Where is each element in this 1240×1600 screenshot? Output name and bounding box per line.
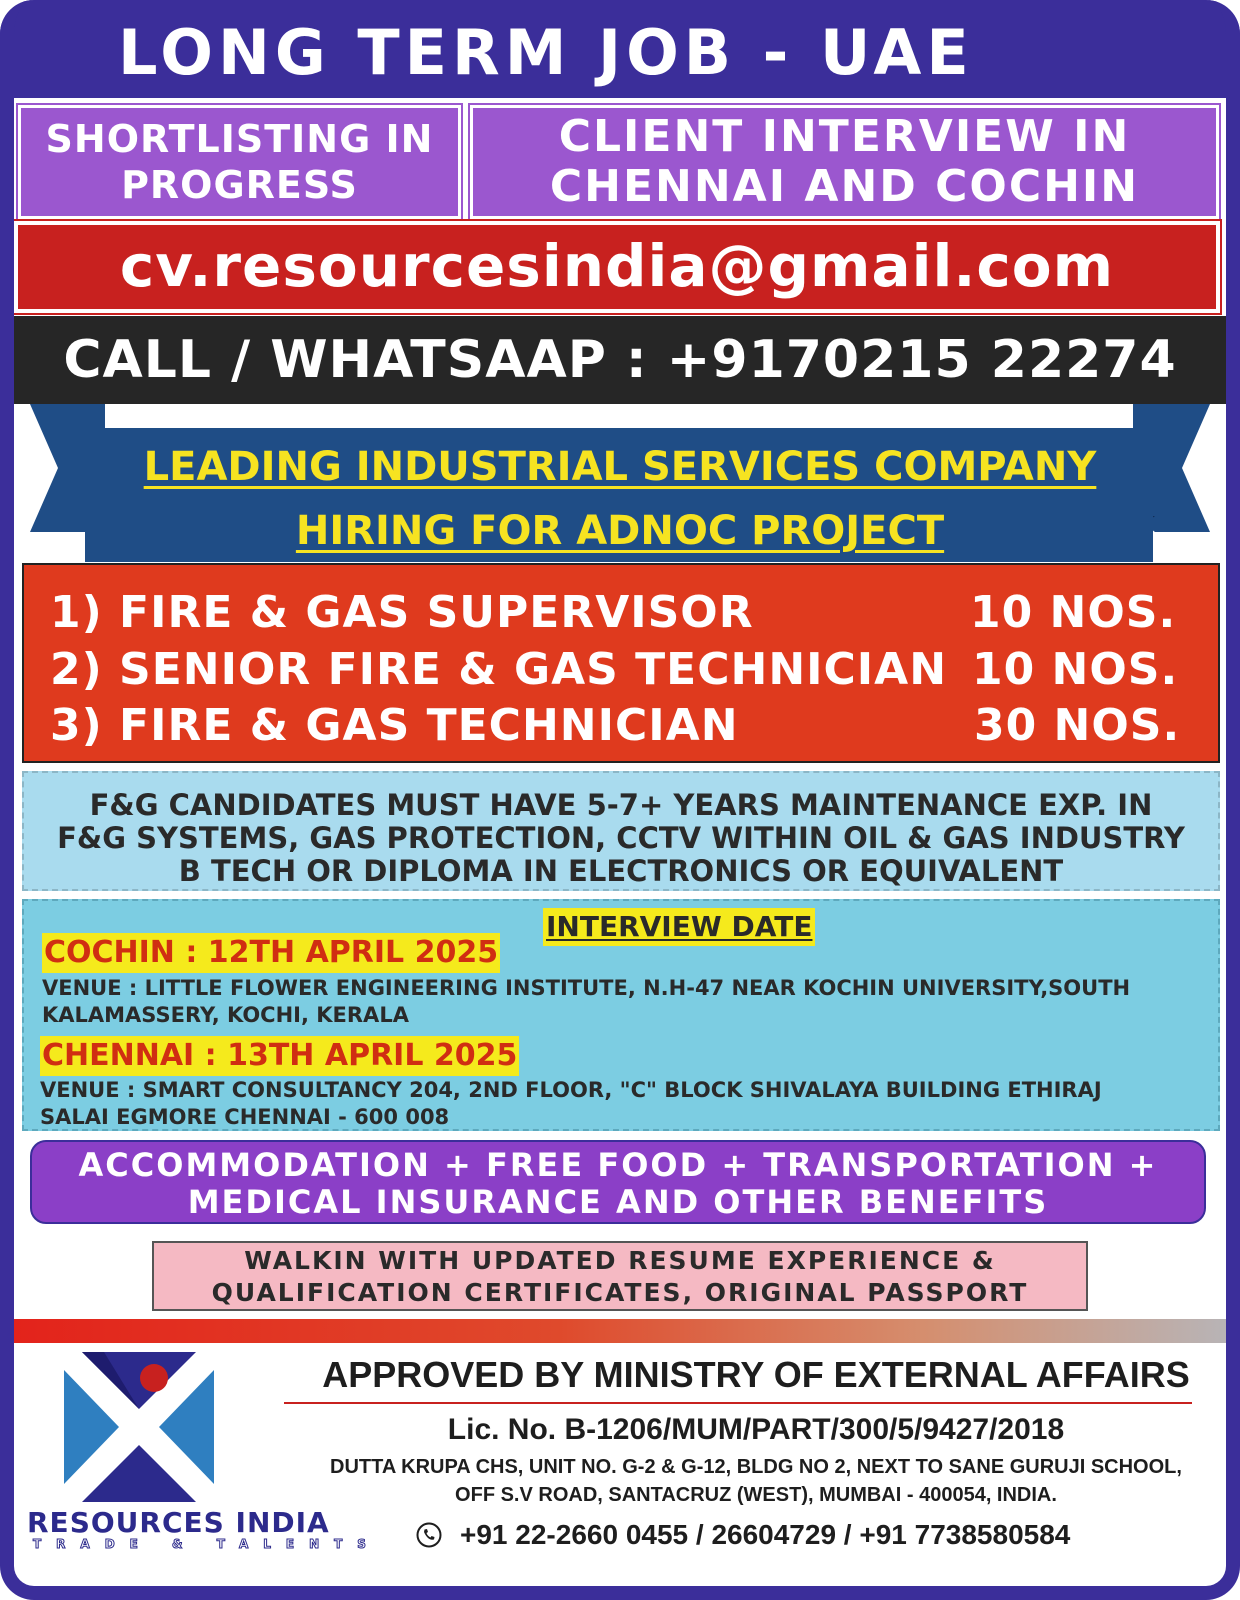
client-interview-line-1: CLIENT INTERVIEW IN (558, 111, 1131, 162)
benefits-line: ACCOMMODATION + FREE FOOD + TRANSPORTATION + (78, 1146, 1158, 1184)
address-line: OFF S.V ROAD, SANTACRUZ (WEST), MUMBAI - 400054, INDIA. (455, 1484, 1057, 1506)
positions-list (22, 563, 1220, 763)
cochin-interview-date: COCHIN : 12TH APRIL 2025 (42, 933, 500, 973)
position-title: 2) SENIOR FIRE & GAS TECHNICIAN (50, 644, 948, 695)
benefits-line: MEDICAL INSURANCE AND OTHER BENEFITS (187, 1183, 1049, 1221)
position-title: 1) FIRE & GAS SUPERVISOR (50, 587, 754, 638)
shortlisting-line-1: SHORTLISTING IN (45, 117, 434, 161)
footer-phone-numbers[interactable]: +91 22-2660 0455 / 26604729 / +91 7738580584 (460, 1519, 1071, 1550)
requirement-line: B TECH OR DIPLOMA IN ELECTRONICS OR EQUIVALENT (178, 854, 1064, 888)
venue-line: VENUE : SMART CONSULTANCY 204, 2ND FLOOR, "C" BLOCK SHIVALAYA BUILDING ETHIRAJ (40, 1078, 1102, 1102)
interview-details-panel (22, 899, 1220, 1131)
position-count: 10 NOS. (970, 587, 1177, 638)
footer-phone-row (416, 1516, 1196, 1554)
chennai-venue (40, 1077, 1160, 1131)
resources-india-logo-icon (64, 1352, 214, 1502)
client-interview-box (470, 105, 1219, 219)
logo-tagline: TRADE & TALENTS (33, 1537, 381, 1551)
requirement-line: F&G SYSTEMS, GAS PROTECTION, CCTV WITHIN OIL & GAS INDUSTRY (57, 821, 1185, 855)
banner-company-line (0, 444, 1240, 490)
approval-statement: APPROVED BY MINISTRY OF EXTERNAL AFFAIRS (322, 1354, 1190, 1395)
walkin-line: WALKIN WITH UPDATED RESUME EXPERIENCE & (244, 1246, 996, 1275)
walkin-instructions-box (152, 1241, 1088, 1311)
banner-project-text: HIRING FOR ADNOC PROJECT (295, 508, 945, 554)
email-address[interactable]: cv.resourcesindia@gmail.com (14, 221, 1220, 313)
requirements-box (22, 771, 1220, 891)
venue-line: VENUE : LITTLE FLOWER ENGINEERING INSTITUTE, N.H-47 NEAR KOCHIN UNIVERSITY,SOUTH (42, 976, 1131, 1000)
licence-number: Lic. No. B-1206/MUM/PART/300/5/9427/2018 (447, 1413, 1065, 1446)
title-bar (0, 0, 1240, 98)
phone-icon (416, 1522, 442, 1548)
benefits-box (30, 1140, 1206, 1224)
client-interview-line-2: CHENNAI AND COCHIN (549, 161, 1140, 212)
walkin-line: QUALIFICATION CERTIFICATES, ORIGINAL PASSPORT (211, 1278, 1029, 1307)
poster-title: LONG TERM JOB - UAE (118, 16, 974, 89)
address-line: DUTTA KRUPA CHS, UNIT NO. G-2 & G-12, BLDG NO 2, NEXT TO SANE GURUJI SCHOOL, (330, 1456, 1182, 1478)
logo-name: RESOURCES INDIA (27, 1506, 330, 1539)
position-count: 10 NOS. (972, 644, 1179, 695)
chennai-interview-date: CHENNAI : 13TH APRIL 2025 (40, 1036, 519, 1076)
venue-line: SALAI EGMORE CHENNAI - 600 008 (40, 1105, 450, 1129)
venue-line: KALAMASSERY, KOCHI, KERALA (42, 1003, 409, 1027)
position-title: 3) FIRE & GAS TECHNICIAN (50, 700, 739, 751)
cochin-venue (42, 975, 1162, 1029)
footer-divider-bar (14, 1319, 1226, 1343)
interview-date-heading: INTERVIEW DATE (543, 908, 815, 946)
approval-underline (284, 1402, 1192, 1404)
banner-project-line (0, 508, 1240, 554)
call-whatsapp-number[interactable]: CALL / WHATSAAP : +9170215 22274 (14, 316, 1226, 404)
shortlisting-line-2: PROGRESS (121, 163, 358, 207)
position-count: 30 NOS. (974, 700, 1181, 751)
requirement-line: F&G CANDIDATES MUST HAVE 5-7+ YEARS MAINTENANCE EXP. IN (89, 788, 1153, 822)
banner-company-text: LEADING INDUSTRIAL SERVICES COMPANY (143, 444, 1097, 490)
shortlisting-status-box (18, 105, 461, 219)
